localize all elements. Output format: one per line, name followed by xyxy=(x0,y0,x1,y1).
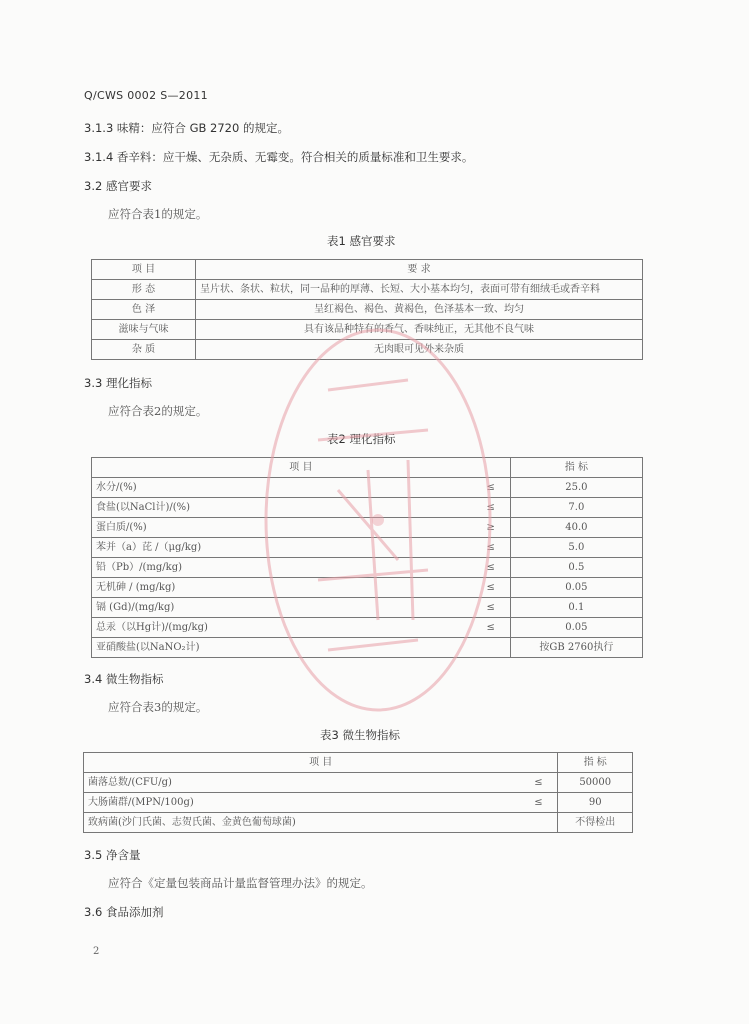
table-cell: ≤ xyxy=(472,598,511,618)
table-header-row xyxy=(84,753,633,773)
table-cell: 滋味与气味 xyxy=(92,320,196,340)
table-row xyxy=(92,538,643,558)
table1-sensory xyxy=(91,259,643,360)
table-cell: 90 xyxy=(558,793,633,813)
section-3-3-heading: 3.3 理化指标 xyxy=(84,376,152,390)
table-cell: ≤ xyxy=(519,773,558,793)
table3-caption: 表3 微生物指标 xyxy=(320,728,400,742)
table1-caption: 表1 感官要求 xyxy=(327,234,396,248)
table-cell: 呈片状、条状、粒状，同一品种的厚薄、长短、大小基本均匀，表面可带有细绒毛或香辛料 xyxy=(196,280,643,300)
table-row xyxy=(92,598,643,618)
table-cell: ≤ xyxy=(472,538,511,558)
table-row xyxy=(92,280,643,300)
table-cell: 食盐(以NaCl计)/(%) xyxy=(92,498,472,518)
section-3-2-heading: 3.2 感官要求 xyxy=(84,179,152,193)
table-cell: ≤ xyxy=(472,578,511,598)
section-3-3-text: 应符合表2的规定。 xyxy=(108,404,208,418)
table-cell: 形 态 xyxy=(92,280,196,300)
table-cell: 菌落总数/(CFU/g) xyxy=(84,773,520,793)
table-row xyxy=(92,518,643,538)
table-cell: 40.0 xyxy=(510,518,642,538)
table-row xyxy=(92,340,643,360)
clause-3-1-4: 3.1.4 香辛料：应干燥、无杂质、无霉变。符合相关的质量标准和卫生要求。 xyxy=(84,150,474,164)
table-cell: 5.0 xyxy=(510,538,642,558)
table-header-row xyxy=(92,458,643,478)
clause-3-1-3: 3.1.3 味精：应符合 GB 2720 的规定。 xyxy=(84,121,289,135)
table-cell: 蛋白质/(%) xyxy=(92,518,472,538)
section-3-5-text: 应符合《定量包装商品计量监督管理办法》的规定。 xyxy=(108,876,373,890)
table-row xyxy=(92,320,643,340)
table-cell: 致病菌(沙门氏菌、志贺氏菌、金黄色葡萄球菌) xyxy=(84,813,520,833)
table-cell: 0.05 xyxy=(510,578,642,598)
document-code: Q/CWS 0002 S—2011 xyxy=(84,89,208,102)
table-row xyxy=(92,638,643,658)
table-row xyxy=(84,793,633,813)
table-cell: 杂 质 xyxy=(92,340,196,360)
table-cell: ≤ xyxy=(472,618,511,638)
table-cell xyxy=(519,813,558,833)
section-3-4-heading: 3.4 微生物指标 xyxy=(84,672,164,686)
table2-physicochemical xyxy=(91,457,643,658)
table-cell: 0.1 xyxy=(510,598,642,618)
table-header-row xyxy=(92,260,643,280)
table-cell: 亚硝酸盐(以NaNO₂计) xyxy=(92,638,472,658)
table-cell: 色 泽 xyxy=(92,300,196,320)
table-cell: ≤ xyxy=(472,478,511,498)
table-cell: 镉 (Gd)/(mg/kg) xyxy=(92,598,472,618)
table-cell: 水分/(%) xyxy=(92,478,472,498)
table-cell: 按GB 2760执行 xyxy=(510,638,642,658)
table-cell: 不得检出 xyxy=(558,813,633,833)
table2-caption: 表2 理化指标 xyxy=(327,432,396,446)
table-row xyxy=(84,773,633,793)
table-row xyxy=(92,300,643,320)
table-row xyxy=(92,498,643,518)
table-cell: 50000 xyxy=(558,773,633,793)
table-cell: ≤ xyxy=(519,793,558,813)
table-cell: 0.05 xyxy=(510,618,642,638)
table-cell: ≥ xyxy=(472,518,511,538)
table-row xyxy=(84,813,633,833)
table3-microbiological xyxy=(83,752,633,833)
table-row xyxy=(92,558,643,578)
table-header-cell: 指 标 xyxy=(510,458,642,478)
table-header-cell: 要 求 xyxy=(196,260,643,280)
table-cell: ≤ xyxy=(472,558,511,578)
table-row xyxy=(92,578,643,598)
table-cell: 无肉眼可见外来杂质 xyxy=(196,340,643,360)
section-3-6-heading: 3.6 食品添加剂 xyxy=(84,905,164,919)
table-cell: 大肠菌群/(MPN/100g) xyxy=(84,793,520,813)
section-3-4-text: 应符合表3的规定。 xyxy=(108,700,208,714)
section-3-2-text: 应符合表1的规定。 xyxy=(108,207,208,221)
table-cell: 呈红褐色、褐色、黄褐色，色泽基本一致、均匀 xyxy=(196,300,643,320)
section-3-5-heading: 3.5 净含量 xyxy=(84,848,141,862)
table-cell: 无机砷 / (mg/kg) xyxy=(92,578,472,598)
table-row xyxy=(92,618,643,638)
table-cell: 具有该品种特有的香气、香味纯正，无其他不良气味 xyxy=(196,320,643,340)
table-header-cell: 项 目 xyxy=(84,753,558,773)
table-header-cell: 项 目 xyxy=(92,260,196,280)
table-cell: 铅（Pb）/(mg/kg) xyxy=(92,558,472,578)
page-number: 2 xyxy=(93,946,100,957)
table-row xyxy=(92,478,643,498)
table-cell: 总汞（以Hg计)/(mg/kg) xyxy=(92,618,472,638)
table-cell: ≤ xyxy=(472,498,511,518)
table-header-cell: 项 目 xyxy=(92,458,511,478)
table-header-cell: 指 标 xyxy=(558,753,633,773)
table-cell: 苯并（a）芘 /（μg/kg) xyxy=(92,538,472,558)
table-cell xyxy=(472,638,511,658)
table-cell: 0.5 xyxy=(510,558,642,578)
table-cell: 25.0 xyxy=(510,478,642,498)
table-cell: 7.0 xyxy=(510,498,642,518)
